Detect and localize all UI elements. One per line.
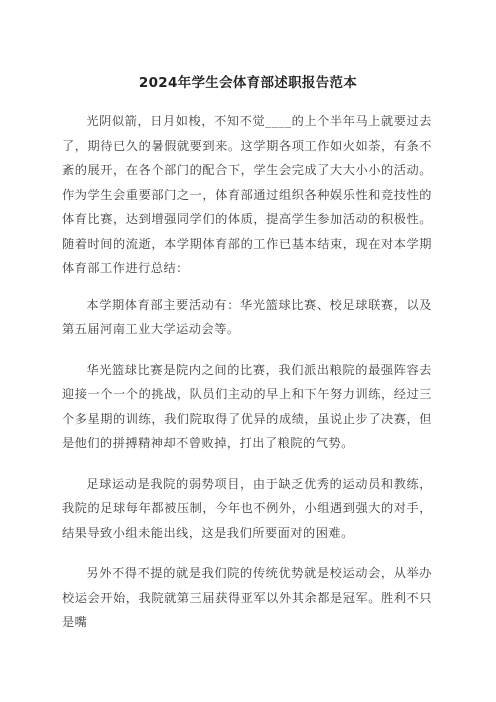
paragraph-intro: 光阴似箭，日月如梭，不知不觉____的上个半年马上就要过去了，期待已久的暑假就要到来。这学期各项工作如火如荼，有条不紊的展开，在各个部门的配合下，学生会完成了大大小小的活动。作为学生会重要部门之一，体育部通过组织各种娱乐性和竞技性的体育比赛，达到增强同学们的体质，提高学生参加活动的积极性。随着时间的流逝，本学期体育部的工作已基本结束，现在对本学期体育部工作进行总结： xyxy=(62,114,432,275)
document-title: 2024年学生会体育部述职报告范本 xyxy=(138,75,358,91)
document-body xyxy=(62,109,432,651)
paragraph-basketball: 华光篮球比赛是院内之间的比赛，我们派出粮院的最强阵容去迎接一个一个的挑战，队员们主动的早上和下午努力训练，经过三个多星期的训练，我们院取得了优异的成绩，虽说止步了决赛，但是他们的拼搏精神却不曾败掉，打出了粮院的气势。 xyxy=(62,362,432,450)
paragraph-sports-meet: 另外不得不提的就是我们院的传统优势就是校运动会，从举办校运会开始，我院就第三届获得亚军以外其余都是冠军。胜利不只是嘴 xyxy=(62,566,432,629)
paragraph-main-activities: 本学期体育部主要活动有：华光篮球比赛、校足球联赛，以及第五届河南工业大学运动会等。 xyxy=(62,297,432,336)
paragraph-football: 足球运动是我院的弱势项目，由于缺乏优秀的运动员和教练，我院的足球每年都被压制，今年也不例外，小组遇到强大的对手，结果导致小组未能出线，这是我们所要面对的困难。 xyxy=(62,476,432,540)
